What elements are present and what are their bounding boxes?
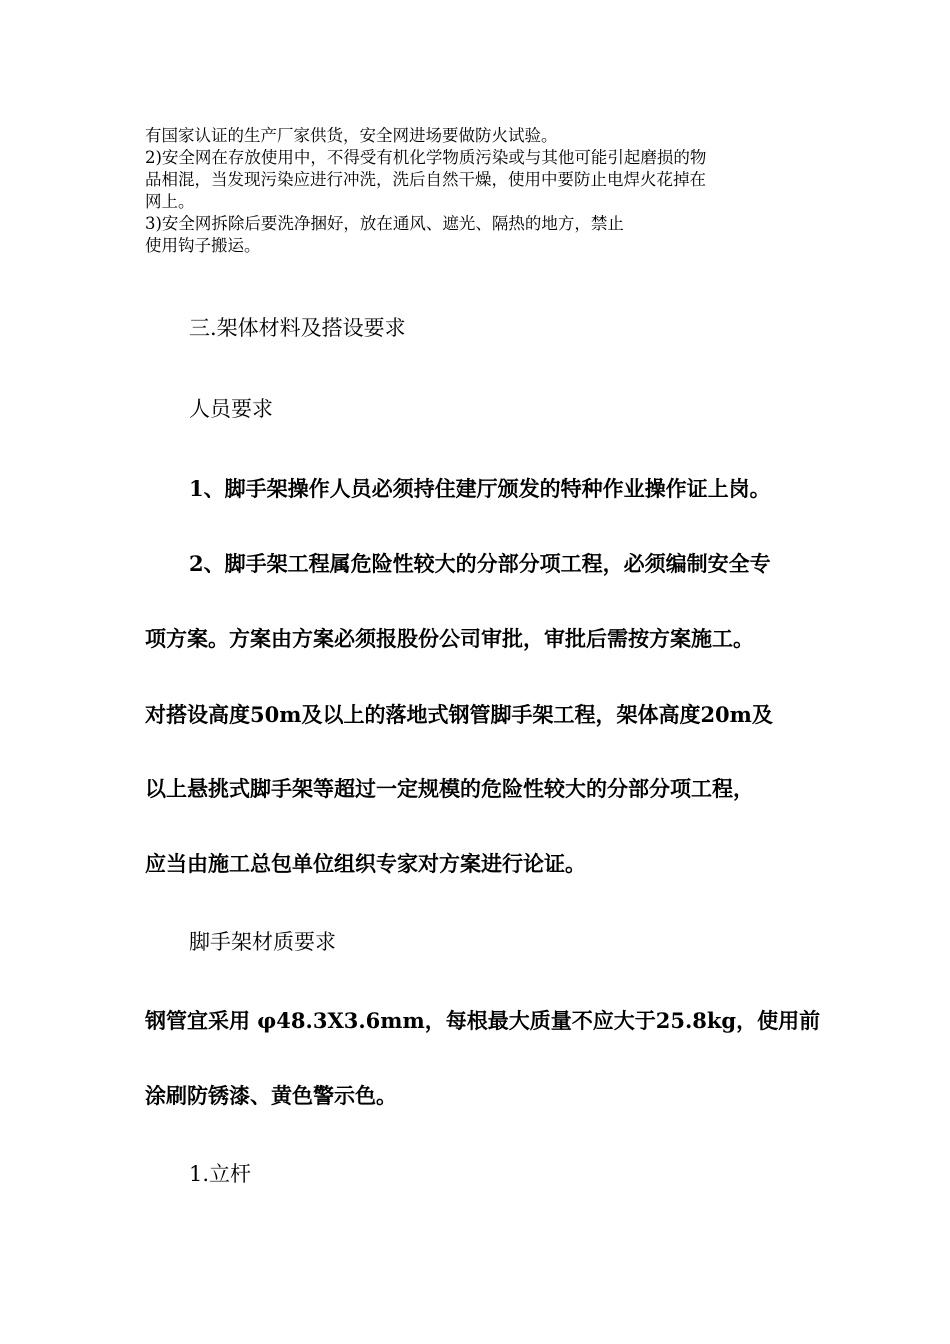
material-line: 钢管宜采用 φ48.3X3.6mm，每根最大质量不应大于25.8kg，使用前 [145, 1008, 821, 1033]
personnel-item-2-line: 以上悬挑式脚手架等超过一定规模的危险性较大的分部分项工程， [145, 776, 754, 801]
material-heading: 脚手架材质要求 [189, 930, 336, 954]
personnel-item-1: 1、脚手架操作人员必须持住建厅颁发的特种作业操作证上岗。 [189, 476, 771, 501]
personnel-item-2-line: 项方案。方案由方案必须报股份公司审批，审批后需按方案施工。 [145, 626, 754, 651]
subsection-title: 1.立杆 [189, 1162, 252, 1186]
personnel-item-2-line: 对搭设高度50m及以上的落地式钢管脚手架工程，架体高度20m及 [145, 702, 773, 727]
safety-net-notes [145, 125, 815, 257]
personnel-item-2-line: 应当由施工总包单位组织专家对方案进行论证。 [145, 851, 586, 876]
note-line: 3)安全网拆除后要洗净捆好，放在通风、遮光、隔热的地方，禁止 [145, 214, 624, 233]
note-line: 使用钩子搬运。 [145, 236, 261, 255]
note-line: 2)安全网在存放使用中，不得受有机化学物质污染或与其他可能引起磨损的物 [145, 148, 707, 167]
note-line: 网上。 [145, 192, 195, 211]
section-title: 三.架体材料及搭设要求 [189, 316, 406, 340]
material-line: 涂刷防锈漆、黄色警示色。 [145, 1083, 397, 1108]
personnel-heading: 人员要求 [189, 397, 273, 421]
note-line: 品相混，当发现污染应进行冲洗，洗后自然干燥，使用中要防止电焊火花掉在 [145, 170, 706, 189]
personnel-item-2-line: 2、脚手架工程属危险性较大的分部分项工程，必须编制安全专 [189, 551, 771, 576]
note-line: 有国家认证的生产厂家供货，安全网进场要做防火试验。 [145, 126, 558, 145]
